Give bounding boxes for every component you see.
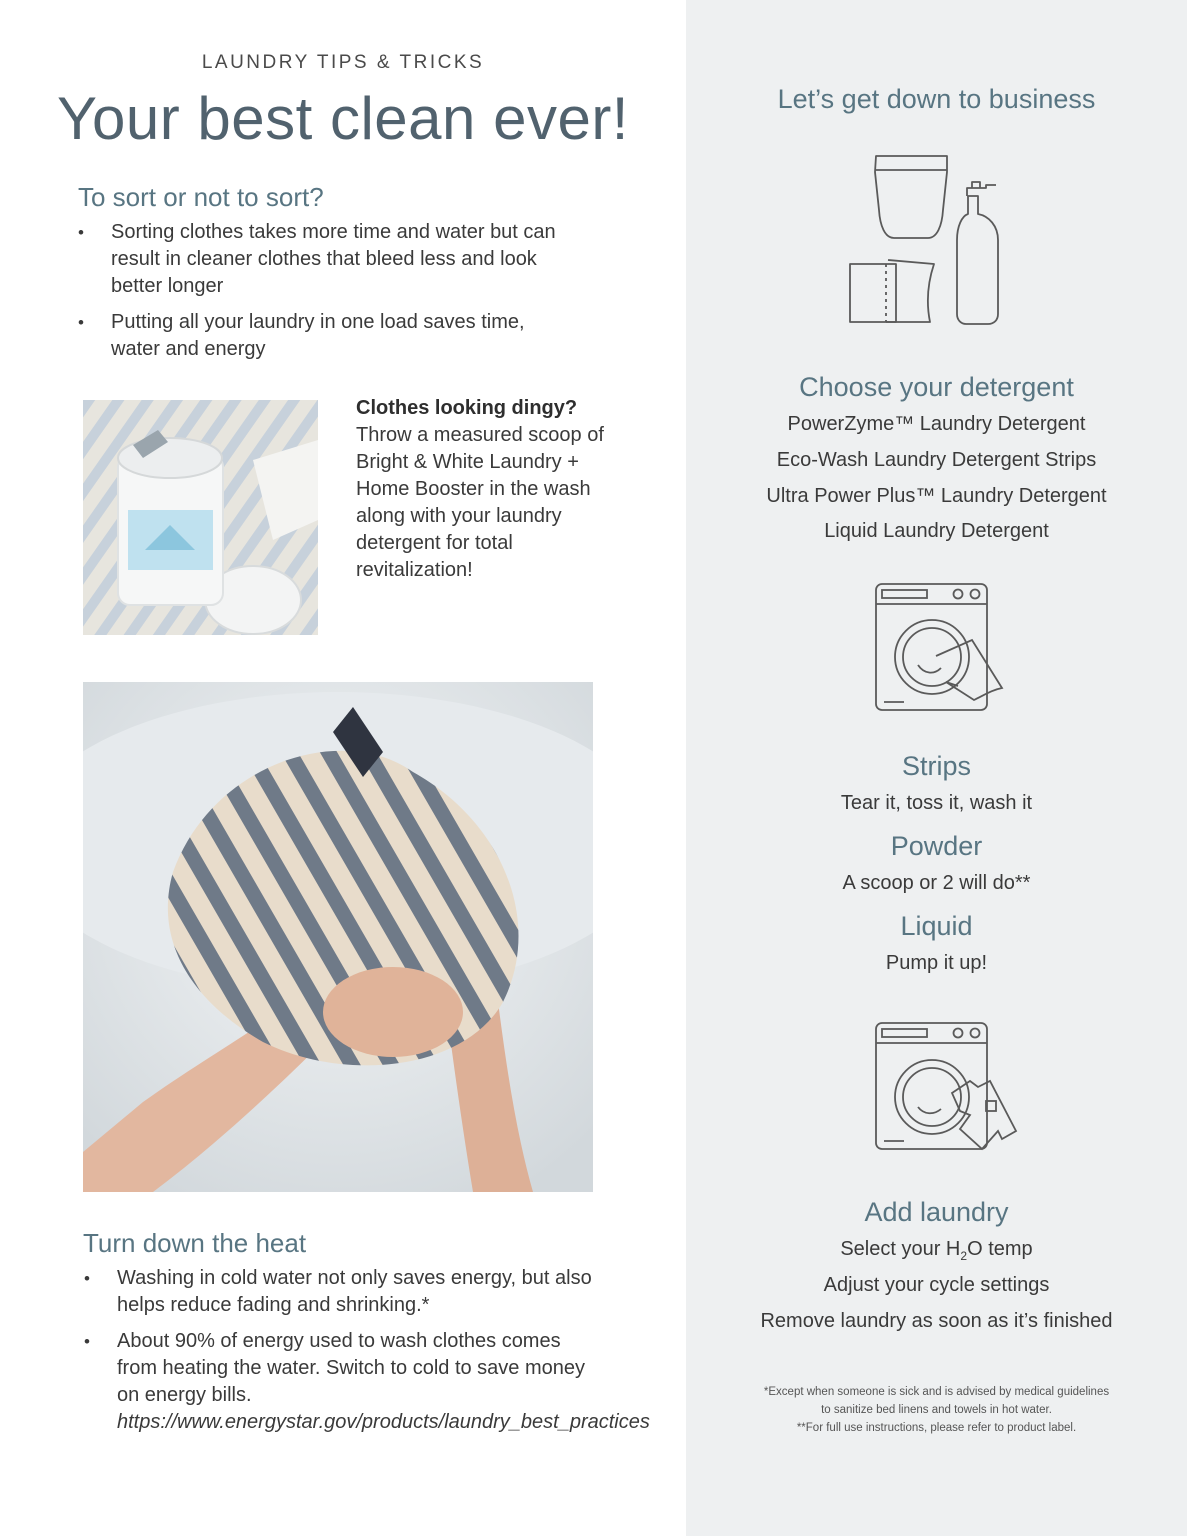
heat-bullet-text: About 90% of energy used to wash clothes comes from heating the water. Switch to cold to save money on energy bills. [117,1330,586,1406]
footnote-line: *Except when someone is sick and is advised by medical guidelines [763,1386,1110,1398]
washing-machine-strip-icon [874,582,1004,714]
footnote-line: **For full use instructions, please refer to product label. [796,1422,1077,1434]
detergent-item: Eco-Wash Laundry Detergent Strips [776,449,1097,471]
booster-tip [356,395,618,584]
temp-line [686,1238,1187,1263]
list-item [84,1328,650,1436]
temp-text: Select your H [840,1238,961,1260]
remove-text: Remove laundry as soon as it’s finished [760,1310,1113,1332]
booster-heading: Clothes looking dingy? [356,397,578,419]
powder-text: A scoop or 2 will do** [842,872,1031,894]
washing-machine-shirt-icon [874,1021,1019,1155]
sort-list [78,219,578,372]
heat-heading: Turn down the heat [83,1228,307,1258]
footnote-line: to sanitize bed linens and towels in hot water. [821,1404,1052,1416]
detergent-heading: Choose your detergent [799,372,1074,402]
adjust-text: Adjust your cycle settings [823,1274,1050,1296]
energystar-link[interactable]: https://www.energystar.gov/products/laundry_best_practices [117,1411,650,1433]
business-heading: Let’s get down to business [777,84,1096,114]
detergent-item: Ultra Power Plus™ Laundry Detergent [766,485,1107,507]
detergent-item: Liquid Laundry Detergent [824,520,1049,542]
list-item: • Putting all your laundry in one load saves time, water and energy [78,309,578,363]
sort-heading: To sort or not to sort? [78,182,324,212]
liquid-text: Pump it up! [885,952,988,974]
strips-text: Tear it, toss it, wash it [840,792,1033,814]
kicker: LAUNDRY TIPS & TRICKS [201,52,485,73]
powder-heading: Powder [890,831,983,861]
booster-photo [83,400,318,635]
strips-heading: Strips [901,751,972,781]
page-title: Your best clean ever! [57,85,629,152]
hand-washing-photo [83,682,593,1192]
list-item: • Washing in cold water not only saves energy, but also helps reduce fading and shrinking.* [84,1265,594,1319]
temp-text-end: O temp [967,1238,1033,1260]
detergent-item: PowerZyme™ Laundry Detergent [787,413,1086,435]
footnotes [686,1383,1187,1437]
detergent-products-icon [846,152,1006,328]
liquid-heading: Liquid [900,911,973,941]
temp-subscript: 2 [960,1249,968,1263]
list-item: • Sorting clothes takes more time and water but can result in cleaner clothes that bleed less and look better longer [78,219,578,300]
booster-body: Throw a measured scoop of Bright & White Laundry + Home Booster in the wash along with your laundry detergent for total revitalization! [356,424,604,581]
heat-list [84,1265,650,1445]
add-laundry-heading: Add laundry [864,1197,1009,1227]
